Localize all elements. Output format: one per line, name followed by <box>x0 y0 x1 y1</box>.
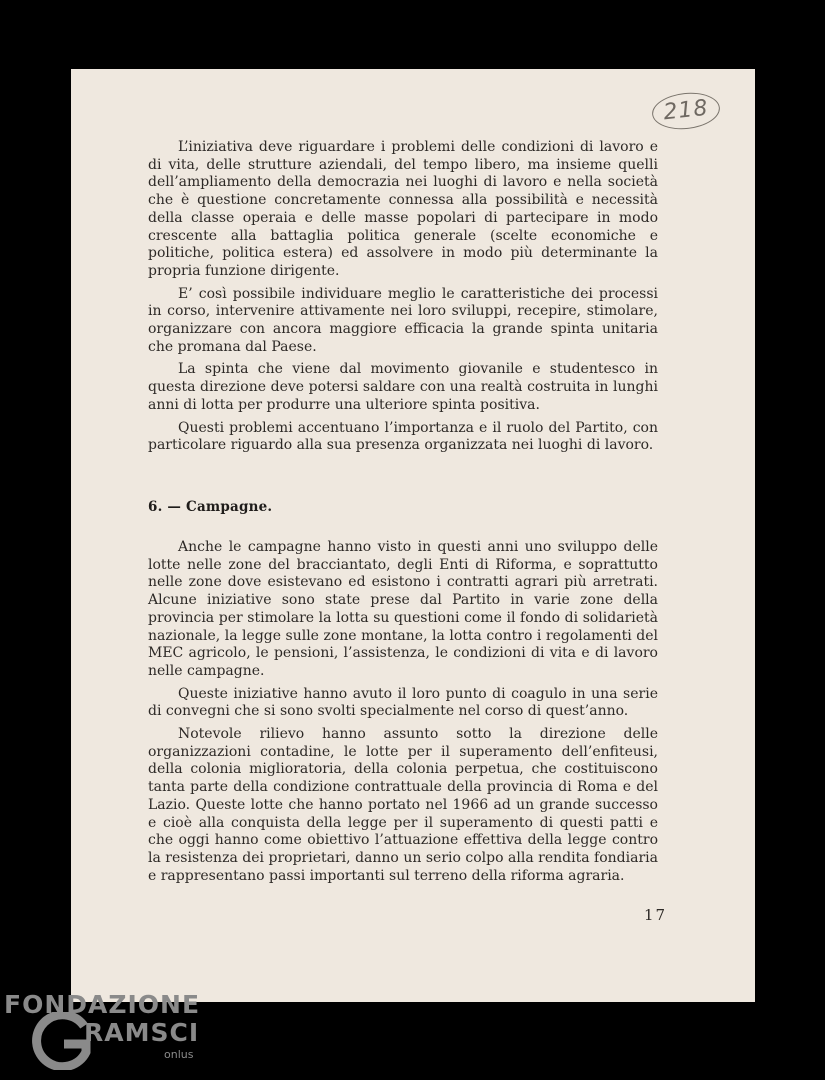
watermark-line-1: FONDAZIONE <box>4 990 201 1019</box>
paragraph: Anche le campagne hanno visto in questi anni uno sviluppo delle lotte nelle zone del bracciantato, degli Enti di Riforma, e soprattutto nelle zone dove esistevano ed esistono i contratti agrari più arretrati. Alcune iniziative sono state prese dal Partito in varie zone della provincia per stimolare la lotta su questioni come il fondo di solidarietà nazionale, la legge sulle zone montane, la lotta contro i regolamenti del MEC agricolo, le pensioni, l’assistenza, le condizioni di vita e di lavoro nelle campagne. <box>148 539 658 679</box>
section-heading: 6. — Campagne. <box>148 499 273 515</box>
watermark-line-2: RAMSCI <box>84 1018 200 1047</box>
paragraph: Queste iniziative hanno avuto il loro punto di coagulo in una serie di convegni che si sono svolti specialmente nel corso di quest’anno. <box>148 685 658 720</box>
fondazione-gramsci-watermark <box>4 990 204 1070</box>
paragraph: L’iniziativa deve riguardare i problemi delle condizioni di lavoro e di vita, delle strutture aziendali, del tempo libero, ma insieme quelli dell’ampliamento della democrazia nei luoghi di lavoro e nella società che è questione concretamente connessa alla possibilità e necessità della classe operaia e delle masse popolari di partecipare in modo crescente alla battaglia politica generale (scelte economiche e politiche, politica estera) ed assolvere in modo più determinante la propria funzione dirigente. <box>148 139 658 279</box>
bottom-text-block <box>148 539 658 890</box>
page-number: 17 <box>644 906 668 924</box>
archive-number-stamp: 218 <box>650 90 721 133</box>
top-text-block <box>148 139 658 460</box>
paragraph: Questi problemi accentuano l’importanza e il ruolo del Partito, con particolare riguardo alla sua presenza organizzata nei luoghi di lavoro. <box>148 419 658 454</box>
paragraph: E’ così possibile individuare meglio le caratteristiche dei processi in corso, intervenire attivamente nei loro sviluppi, recepire, stimolare, organizzare con ancora maggiore efficacia la grande spinta unitaria che promana dal Paese. <box>148 285 658 355</box>
watermark-onlus: onlus <box>164 1048 194 1061</box>
document-page <box>71 69 755 1002</box>
paragraph: La spinta che viene dal movimento giovanile e studentesco in questa direzione deve potersi saldare con una realtà costruita in lunghi anni di lotta per produrre una ulteriore spinta positiva. <box>148 361 658 413</box>
paragraph: Notevole rilievo hanno assunto sotto la direzione delle organizzazioni contadine, le lotte per il superamento dell’enfiteusi, della colonia miglioratoria, della colonia perpetua, che costituiscono tanta parte della condizione contrattuale della provincia di Roma e del Lazio. Queste lotte che hanno portato nel 1966 ad un grande successo e cioè alla conquista della legge per il superamento di questi patti e che oggi hanno come obiettivo l’attuazione effettiva della legge contro la resistenza dei proprietari, danno un serio colpo alla rendita fondiaria e rappresentano passi importanti sul terreno della riforma agraria. <box>148 726 658 884</box>
